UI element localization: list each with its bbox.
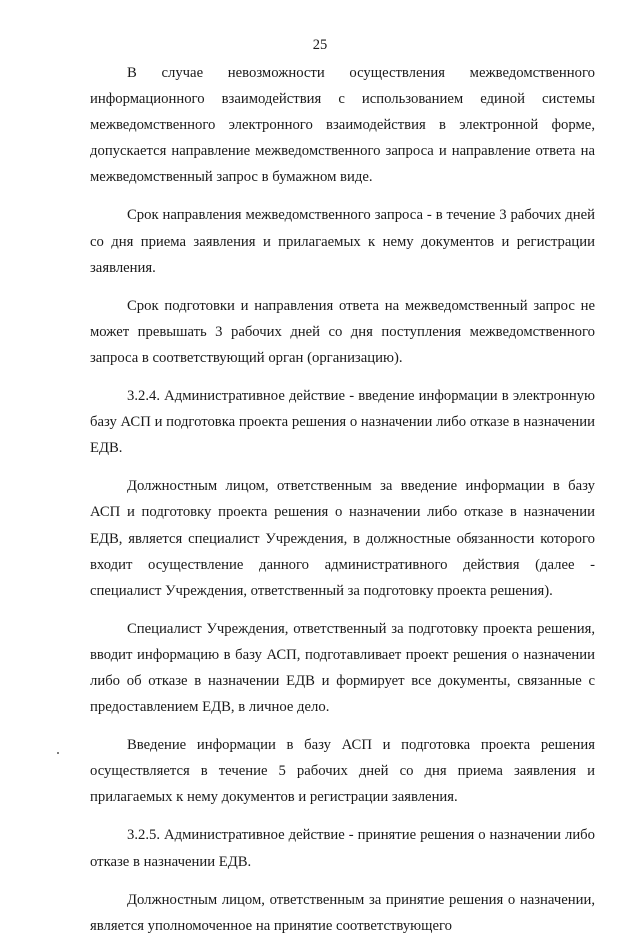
paragraph-decision-official: Должностным лицом, ответственным за принятие решения о назначении, является уполномоченное на принятие соответствующего — [90, 891, 595, 934]
paragraph-request-deadline: Срок направления межведомственного запроса - в течение 3 рабочих дней со дня приема заявления и прилагаемых к нему документов и регистрации заявления. — [90, 207, 595, 276]
scan-speck — [57, 752, 59, 754]
paragraph-paper-fallback: В случае невозможности осуществления межведомственного информационного взаимодействия с использованием единой системы межведомственного электронного взаимодействия в электронной форме, допускается направление межведомственного запроса и направление ответа на межведомственный запрос в бумажном виде. — [90, 65, 595, 186]
paragraph-specialist-duties: Специалист Учреждения, ответственный за подготовку проекта решения, вводит информацию в базу АСП, подготавливает проект решения о назначении либо об отказе в назначении ЕДВ и формирует все документы, связанные с предоставлением ЕДВ, в личное дело. — [90, 620, 595, 716]
paragraph-section-3-2-4: 3.2.4. Административное действие - введение информации в электронную базу АСП и подготовка проекта решения о назначении либо отказе в назначении ЕДВ. — [90, 388, 595, 457]
paragraph-input-deadline: Введение информации в базу АСП и подготовка проекта решения осуществляется в течение 5 рабочих дней со дня приема заявления и прилагаемых к нему документов и регистрации заявления. — [90, 737, 595, 806]
paragraph-response-deadline: Срок подготовки и направления ответа на межведомственный запрос не может превышать 3 рабочих дней со дня поступления межведомственного запроса в соответствующий орган (организацию). — [90, 297, 595, 366]
paragraph-section-3-2-5: 3.2.5. Административное действие - принятие решения о назначении либо отказе в назначении ЕДВ. — [90, 827, 595, 870]
document-body — [90, 60, 595, 939]
paragraph-responsible-official: Должностным лицом, ответственным за введение информации в базу АСП и подготовку проекта решения о назначении либо отказе в назначении ЕДВ, является специалист Учреждения, в должностные обязанности которого входит осуществление данного административного действия (далее - специалист Учреждения, ответственный за подготовку проекта решения). — [90, 478, 595, 599]
page-number: 25 — [312, 37, 328, 53]
